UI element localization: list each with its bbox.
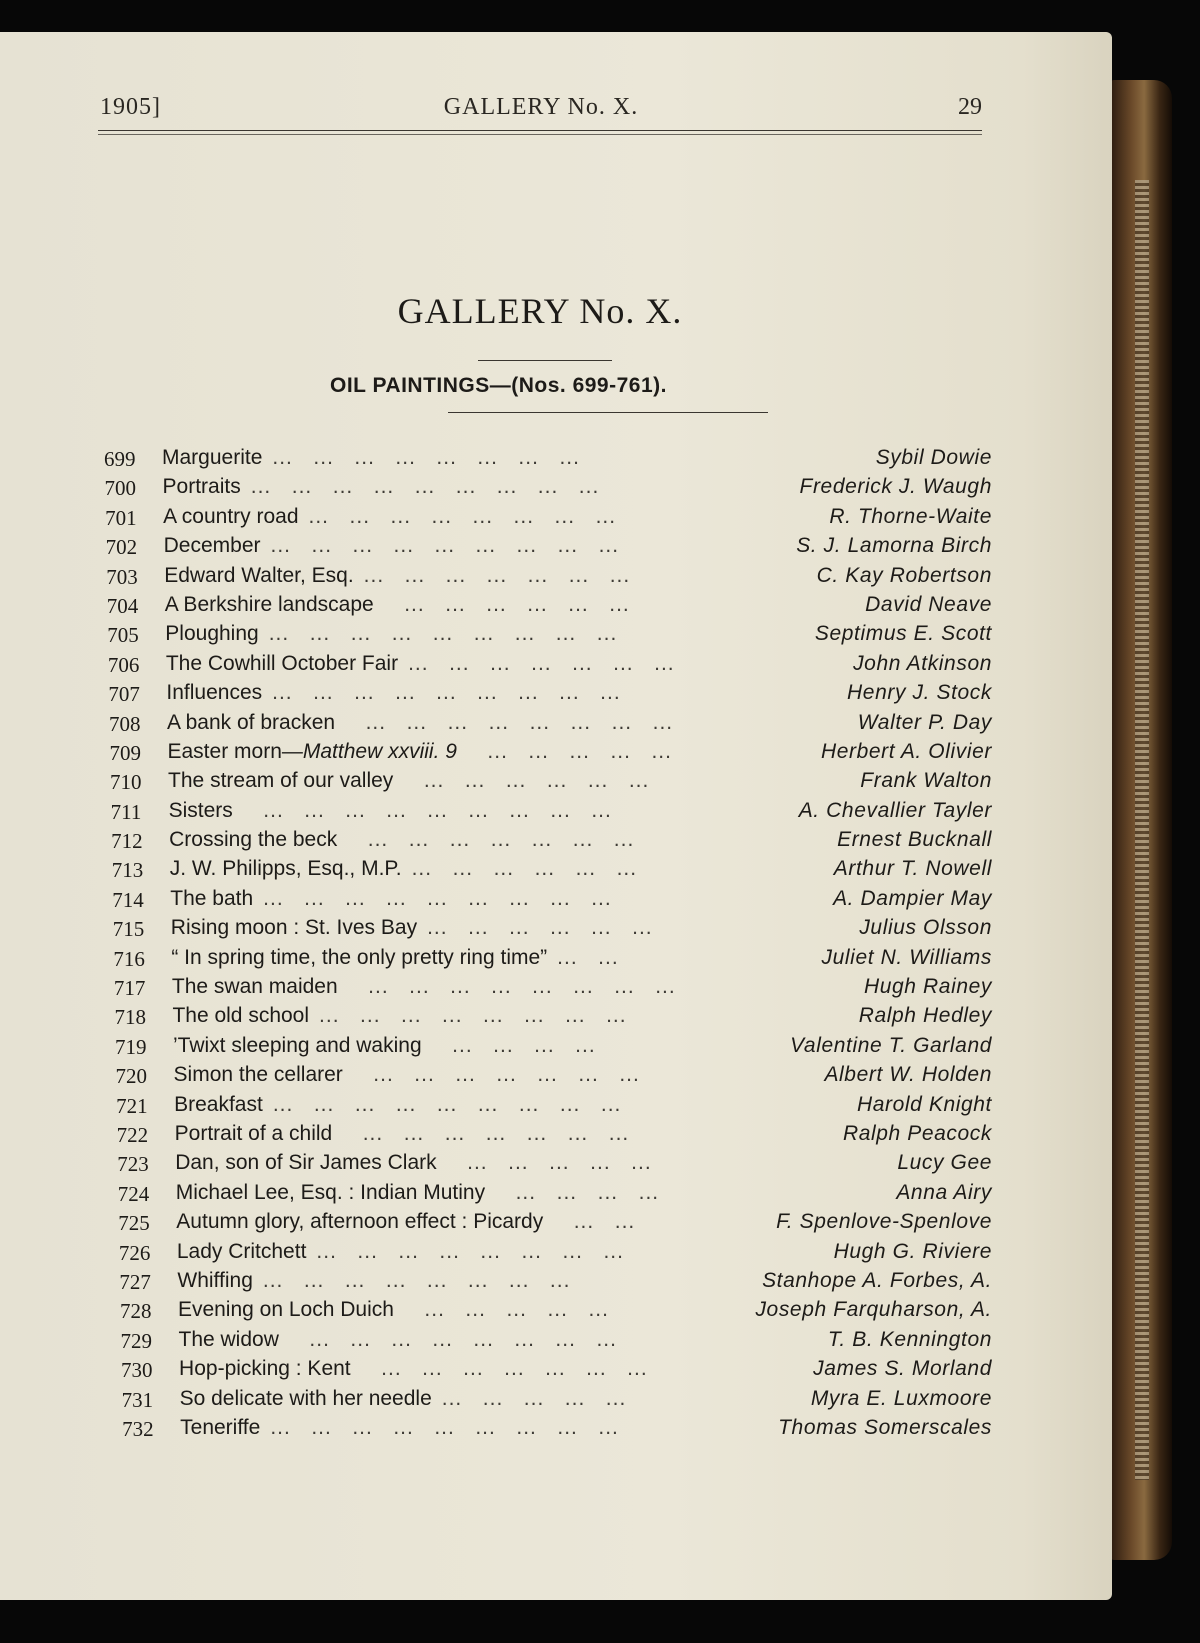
entry-title-text: Lady Critchett — [176, 1239, 307, 1263]
catalogue-entry — [115, 1356, 1018, 1385]
entry-title-text: Sisters — [168, 798, 233, 822]
catalogue-entry — [110, 1092, 1018, 1121]
entry-title — [168, 769, 649, 793]
entry-title-text: J. W. Philipps, Esq., M.P. — [169, 857, 402, 881]
entry-artist: Frank Walton — [860, 769, 992, 793]
entry-title — [171, 916, 653, 940]
entry-title-text: The old school — [172, 1004, 310, 1028]
leader-dots: ... ... ... ... ... ... ... ... ... — [263, 886, 612, 910]
entry-title — [170, 857, 637, 881]
entry-number: 720 — [115, 1064, 148, 1089]
section-title: GALLERY No. X. — [397, 291, 683, 331]
running-head — [100, 94, 982, 124]
entry-artist: A. Dampier May — [833, 886, 992, 910]
leader-dots: ... ... ... ... ... ... ... ... ... — [270, 1415, 619, 1439]
entry-title-text: Whiffing — [177, 1268, 253, 1292]
catalogue-entry — [111, 1150, 1018, 1179]
entry-number: 725 — [118, 1211, 150, 1236]
leader-dots: ... ... — [553, 1210, 636, 1234]
leader-dots: ... ... ... ... ... ... ... ... — [347, 975, 676, 999]
entry-title-text: Easter morn— — [167, 739, 303, 763]
entry-title-text: Ploughing — [165, 622, 259, 646]
entry-number: 731 — [121, 1387, 154, 1412]
entry-number: 701 — [105, 505, 137, 530]
entry-number: 732 — [122, 1416, 154, 1441]
catalogue-entry — [115, 1327, 1019, 1356]
catalogue-entry — [110, 1062, 1018, 1091]
entry-number: 707 — [108, 682, 140, 707]
entry-artist: A. Chevallier Tayler — [798, 798, 992, 822]
leader-dots: ... ... ... ... ... ... — [383, 592, 630, 616]
catalogue-entry — [109, 1033, 1018, 1062]
leader-dots: ... ... ... ... ... ... ... ... ... — [242, 798, 612, 822]
entry-title — [177, 1240, 624, 1264]
entry-number: 718 — [114, 1005, 146, 1030]
catalogue-entry — [107, 915, 1018, 944]
entry-title-text: So delicate with her needle — [179, 1386, 432, 1410]
entry-artist: S. J. Lamorna Birch — [796, 534, 992, 558]
catalogue-entry — [108, 974, 1018, 1003]
section-subtitle: OIL PAINTINGS—(Nos. 699-761). — [330, 374, 667, 397]
entry-artist: Thomas Somerscales — [778, 1415, 992, 1439]
entry-title — [178, 1298, 609, 1322]
entry-title — [179, 1328, 617, 1352]
entry-title-text: Autumn glory, afternoon effect : Picardy — [176, 1210, 544, 1234]
entry-title-text: The stream of our valley — [168, 769, 394, 793]
header-rule — [98, 130, 982, 131]
entry-artist: Harold Knight — [856, 1092, 992, 1116]
entry-artist: Lucy Gee — [897, 1151, 992, 1175]
leader-dots: ... ... ... ... ... ... — [411, 857, 638, 881]
entry-number: 719 — [115, 1034, 147, 1059]
entry-artist: T. B. Kennington — [827, 1327, 992, 1351]
entry-title-text: Breakfast — [174, 1092, 263, 1116]
entry-number: 703 — [106, 564, 138, 589]
leader-dots: ... ... ... ... ... — [441, 1386, 627, 1410]
catalogue-entry — [105, 827, 1018, 856]
entry-number: 699 — [104, 447, 136, 471]
entry-artist: Hugh Rainey — [863, 975, 992, 999]
entry-title — [163, 475, 600, 499]
catalogue-entry — [99, 474, 1018, 503]
entry-title-text: Dan, son of Sir James Clark — [175, 1151, 437, 1175]
entry-title-text: The bath — [170, 886, 254, 910]
leader-dots: ... ... ... ... ... ... ... ... — [288, 1327, 617, 1351]
entry-title-text: Simon the cellarer — [173, 1063, 343, 1087]
catalogue-entry — [113, 1239, 1018, 1268]
entry-title-text: The widow — [178, 1327, 279, 1351]
entry-artist: Julius Olsson — [859, 916, 992, 940]
catalogue-entry — [111, 1121, 1018, 1150]
entry-title-reference: Matthew xxviii. 9 — [302, 739, 457, 763]
leader-dots: ... ... ... ... ... ... ... ... ... — [272, 681, 621, 705]
entry-title — [176, 1210, 635, 1234]
entry-title-text: Influences — [166, 681, 263, 705]
entry-title — [177, 1269, 570, 1293]
entry-number: 724 — [117, 1181, 150, 1206]
entry-artist: Ralph Peacock — [842, 1121, 992, 1145]
entry-title-text: “ In spring time, the only pretty ring time” — [171, 945, 548, 969]
entry-artist: Joseph Farquharson, A. — [755, 1298, 992, 1322]
page-number: 29 — [958, 94, 982, 120]
entry-number: 727 — [119, 1269, 151, 1294]
catalogue-entry — [100, 563, 1018, 592]
entry-title — [174, 1093, 621, 1117]
entry-number: 710 — [110, 770, 142, 795]
entry-artist: Septimus E. Scott — [814, 622, 992, 646]
entry-number: 730 — [121, 1358, 153, 1383]
catalogue-entry — [108, 1003, 1018, 1032]
entry-title — [169, 799, 612, 823]
leader-dots: ... ... ... ... — [431, 1033, 596, 1057]
leader-dots: ... ... ... ... ... ... ... — [408, 651, 675, 675]
entry-artist: James S. Morland — [813, 1357, 992, 1381]
catalogue-entry — [102, 680, 1018, 709]
entry-title — [164, 564, 630, 588]
leader-dots: ... ... ... ... ... ... ... ... ... — [272, 1092, 622, 1116]
entry-number: 722 — [116, 1122, 149, 1147]
entry-title-text: Portraits — [162, 475, 241, 499]
entry-title-text: Marguerite — [162, 446, 263, 469]
entry-title-text: The swan maiden — [171, 975, 338, 999]
entry-title-text: A Berkshire landscape — [164, 592, 374, 616]
page-edges — [1135, 180, 1149, 1480]
entry-title — [169, 828, 634, 852]
leader-dots: ... ... ... ... ... ... ... — [342, 1121, 630, 1145]
catalogue-entry — [100, 533, 1018, 562]
title-rule — [478, 360, 612, 361]
entry-artist: John Atkinson — [853, 651, 992, 675]
leader-dots: ... ... ... ... ... ... — [427, 916, 653, 940]
leader-dots: ... ... ... ... ... ... ... ... ... — [268, 622, 618, 646]
entry-title — [166, 681, 620, 705]
entry-number: 709 — [109, 740, 141, 765]
leader-dots: ... ... ... ... ... ... — [403, 769, 650, 793]
entry-title-text: Evening on Loch Duich — [177, 1298, 394, 1322]
entry-title — [168, 740, 672, 764]
catalogue-entry — [114, 1297, 1018, 1326]
leader-dots: ... ... ... ... ... — [403, 1298, 609, 1322]
entry-artist: Juliet N. Williams — [821, 945, 992, 969]
entry-title — [176, 1181, 659, 1205]
leader-dots: ... ... ... ... ... ... ... ... — [316, 1239, 624, 1263]
entry-title — [172, 975, 676, 999]
leader-dots: ... ... — [557, 945, 619, 969]
entry-title — [167, 711, 673, 735]
catalogue-entry — [106, 856, 1018, 885]
catalogue-entry — [105, 798, 1018, 827]
entry-artist: Albert W. Holden — [824, 1063, 992, 1087]
entry-artist: Sybil Dowie — [875, 446, 992, 469]
catalogue-entry — [102, 651, 1018, 680]
entry-artist: R. Thorne-Waite — [829, 504, 992, 528]
leader-dots: ... ... ... ... ... ... ... — [347, 828, 635, 852]
leader-dots: ... ... ... ... — [495, 1180, 660, 1204]
entry-number: 726 — [118, 1240, 151, 1265]
entry-title — [171, 946, 618, 970]
entry-artist: Henry J. Stock — [847, 681, 992, 705]
catalogue-list — [98, 445, 1018, 1444]
running-head-year: 1905] — [100, 94, 161, 120]
entry-title-text: Portrait of a child — [174, 1121, 333, 1145]
entry-number: 717 — [113, 976, 146, 1001]
entry-title — [166, 652, 675, 676]
entry-number: 729 — [120, 1328, 152, 1353]
catalogue-entry — [113, 1268, 1018, 1297]
entry-title-text: Crossing the beck — [169, 828, 338, 852]
entry-title — [165, 593, 630, 617]
entry-artist: Arthur T. Nowell — [833, 857, 992, 881]
leader-dots: ... ... ... ... ... ... ... ... — [319, 1004, 627, 1028]
subtitle-rule — [448, 412, 768, 413]
leader-dots: ... ... ... ... ... ... ... ... — [345, 710, 674, 734]
entry-title — [163, 505, 616, 529]
leader-dots: ... ... ... ... ... ... ... — [352, 1063, 640, 1087]
entry-artist: Stanhope A. Forbes, A. — [762, 1268, 992, 1292]
catalogue-entry — [99, 504, 1018, 533]
entry-number: 702 — [105, 535, 138, 560]
entry-number: 708 — [108, 711, 141, 736]
entry-number: 711 — [110, 799, 142, 824]
entry-title — [180, 1416, 619, 1440]
entry-title — [175, 1122, 630, 1146]
leader-dots: ... ... ... ... ... ... ... ... ... — [250, 475, 600, 499]
catalogue-entry — [98, 445, 1018, 474]
catalogue-entry — [101, 621, 1018, 650]
leader-dots: ... ... ... ... ... ... ... ... — [272, 446, 580, 469]
entry-artist: Herbert A. Olivier — [820, 739, 992, 763]
entry-number: 715 — [112, 917, 145, 942]
leader-dots: ... ... ... ... ... ... ... ... — [308, 504, 617, 528]
entry-artist: David Neave — [865, 592, 992, 616]
entry-artist: Frederick J. Waugh — [799, 475, 992, 499]
catalogue-entry — [103, 710, 1018, 739]
entry-title-text: Teneriffe — [180, 1415, 261, 1439]
entry-number: 700 — [104, 476, 137, 501]
entry-artist: Valentine T. Garland — [790, 1033, 992, 1057]
entry-number: 723 — [117, 1152, 149, 1177]
entry-number: 728 — [119, 1299, 152, 1324]
catalogue-entry — [104, 768, 1018, 797]
catalogue-entry — [116, 1386, 1018, 1415]
entry-artist: Ralph Hedley — [858, 1004, 992, 1028]
entry-title-text: The Cowhill October Fair — [165, 651, 399, 675]
catalogue-entry — [106, 886, 1018, 915]
entry-artist: Ernest Bucknall — [837, 828, 992, 852]
entry-title — [165, 622, 617, 646]
entry-title-text: A bank of bracken — [166, 710, 336, 734]
entry-title — [175, 1151, 651, 1175]
entry-title — [162, 446, 580, 470]
entry-title — [170, 887, 611, 911]
entry-artist: Hugh G. Riviere — [833, 1239, 992, 1263]
entry-number: 721 — [116, 1093, 148, 1118]
entry-title-text: December — [163, 534, 261, 558]
entry-artist: F. Spenlove-Spenlove — [776, 1210, 992, 1234]
entry-title-text: Michael Lee, Esq. : Indian Mutiny — [175, 1180, 486, 1204]
catalogue-entry — [101, 592, 1018, 621]
catalogue-entry — [112, 1180, 1018, 1209]
entry-number: 713 — [111, 858, 144, 883]
leader-dots: ... ... ... ... ... ... ... ... — [262, 1268, 571, 1292]
catalogue-entry — [107, 945, 1018, 974]
entry-number: 704 — [106, 593, 139, 618]
entry-artist: Anna Airy — [896, 1180, 992, 1204]
entry-number: 712 — [111, 829, 143, 854]
entry-title-text: Rising moon : St. Ives Bay — [170, 916, 418, 940]
header-rule-secondary — [98, 134, 982, 135]
entry-title — [180, 1387, 627, 1411]
entry-number: 705 — [107, 623, 139, 648]
entry-title-text: A country road — [163, 504, 299, 528]
entry-number: 714 — [112, 887, 144, 912]
entry-title-text: Edward Walter, Esq. — [164, 563, 354, 587]
catalogue-entry — [116, 1415, 1018, 1444]
leader-dots: ... ... ... ... ... ... ... — [363, 563, 631, 587]
leader-dots: ... ... ... ... ... — [466, 739, 672, 763]
entry-title-text: ’Twixt sleeping and waking — [173, 1033, 422, 1057]
entry-number: 706 — [107, 652, 140, 677]
catalogue-entry — [104, 739, 1019, 768]
entry-artist: Myra E. Luxmoore — [810, 1386, 992, 1410]
leader-dots: ... ... ... ... ... ... ... — [360, 1357, 648, 1381]
entry-artist: C. Kay Robertson — [816, 563, 992, 587]
entry-artist: Walter P. Day — [857, 710, 992, 734]
entry-title — [173, 1034, 596, 1058]
entry-title — [174, 1063, 640, 1087]
entry-title-text: Hop-picking : Kent — [179, 1357, 351, 1381]
entry-number: 716 — [113, 946, 145, 971]
entry-title — [172, 1004, 626, 1028]
leader-dots: ... ... ... ... ... — [446, 1151, 652, 1175]
catalogue-entry — [112, 1209, 1018, 1238]
running-head-title: GALLERY No. X. — [443, 94, 639, 120]
entry-title — [179, 1357, 648, 1381]
entry-title — [164, 534, 619, 558]
leader-dots: ... ... ... ... ... ... ... ... ... — [270, 534, 620, 558]
